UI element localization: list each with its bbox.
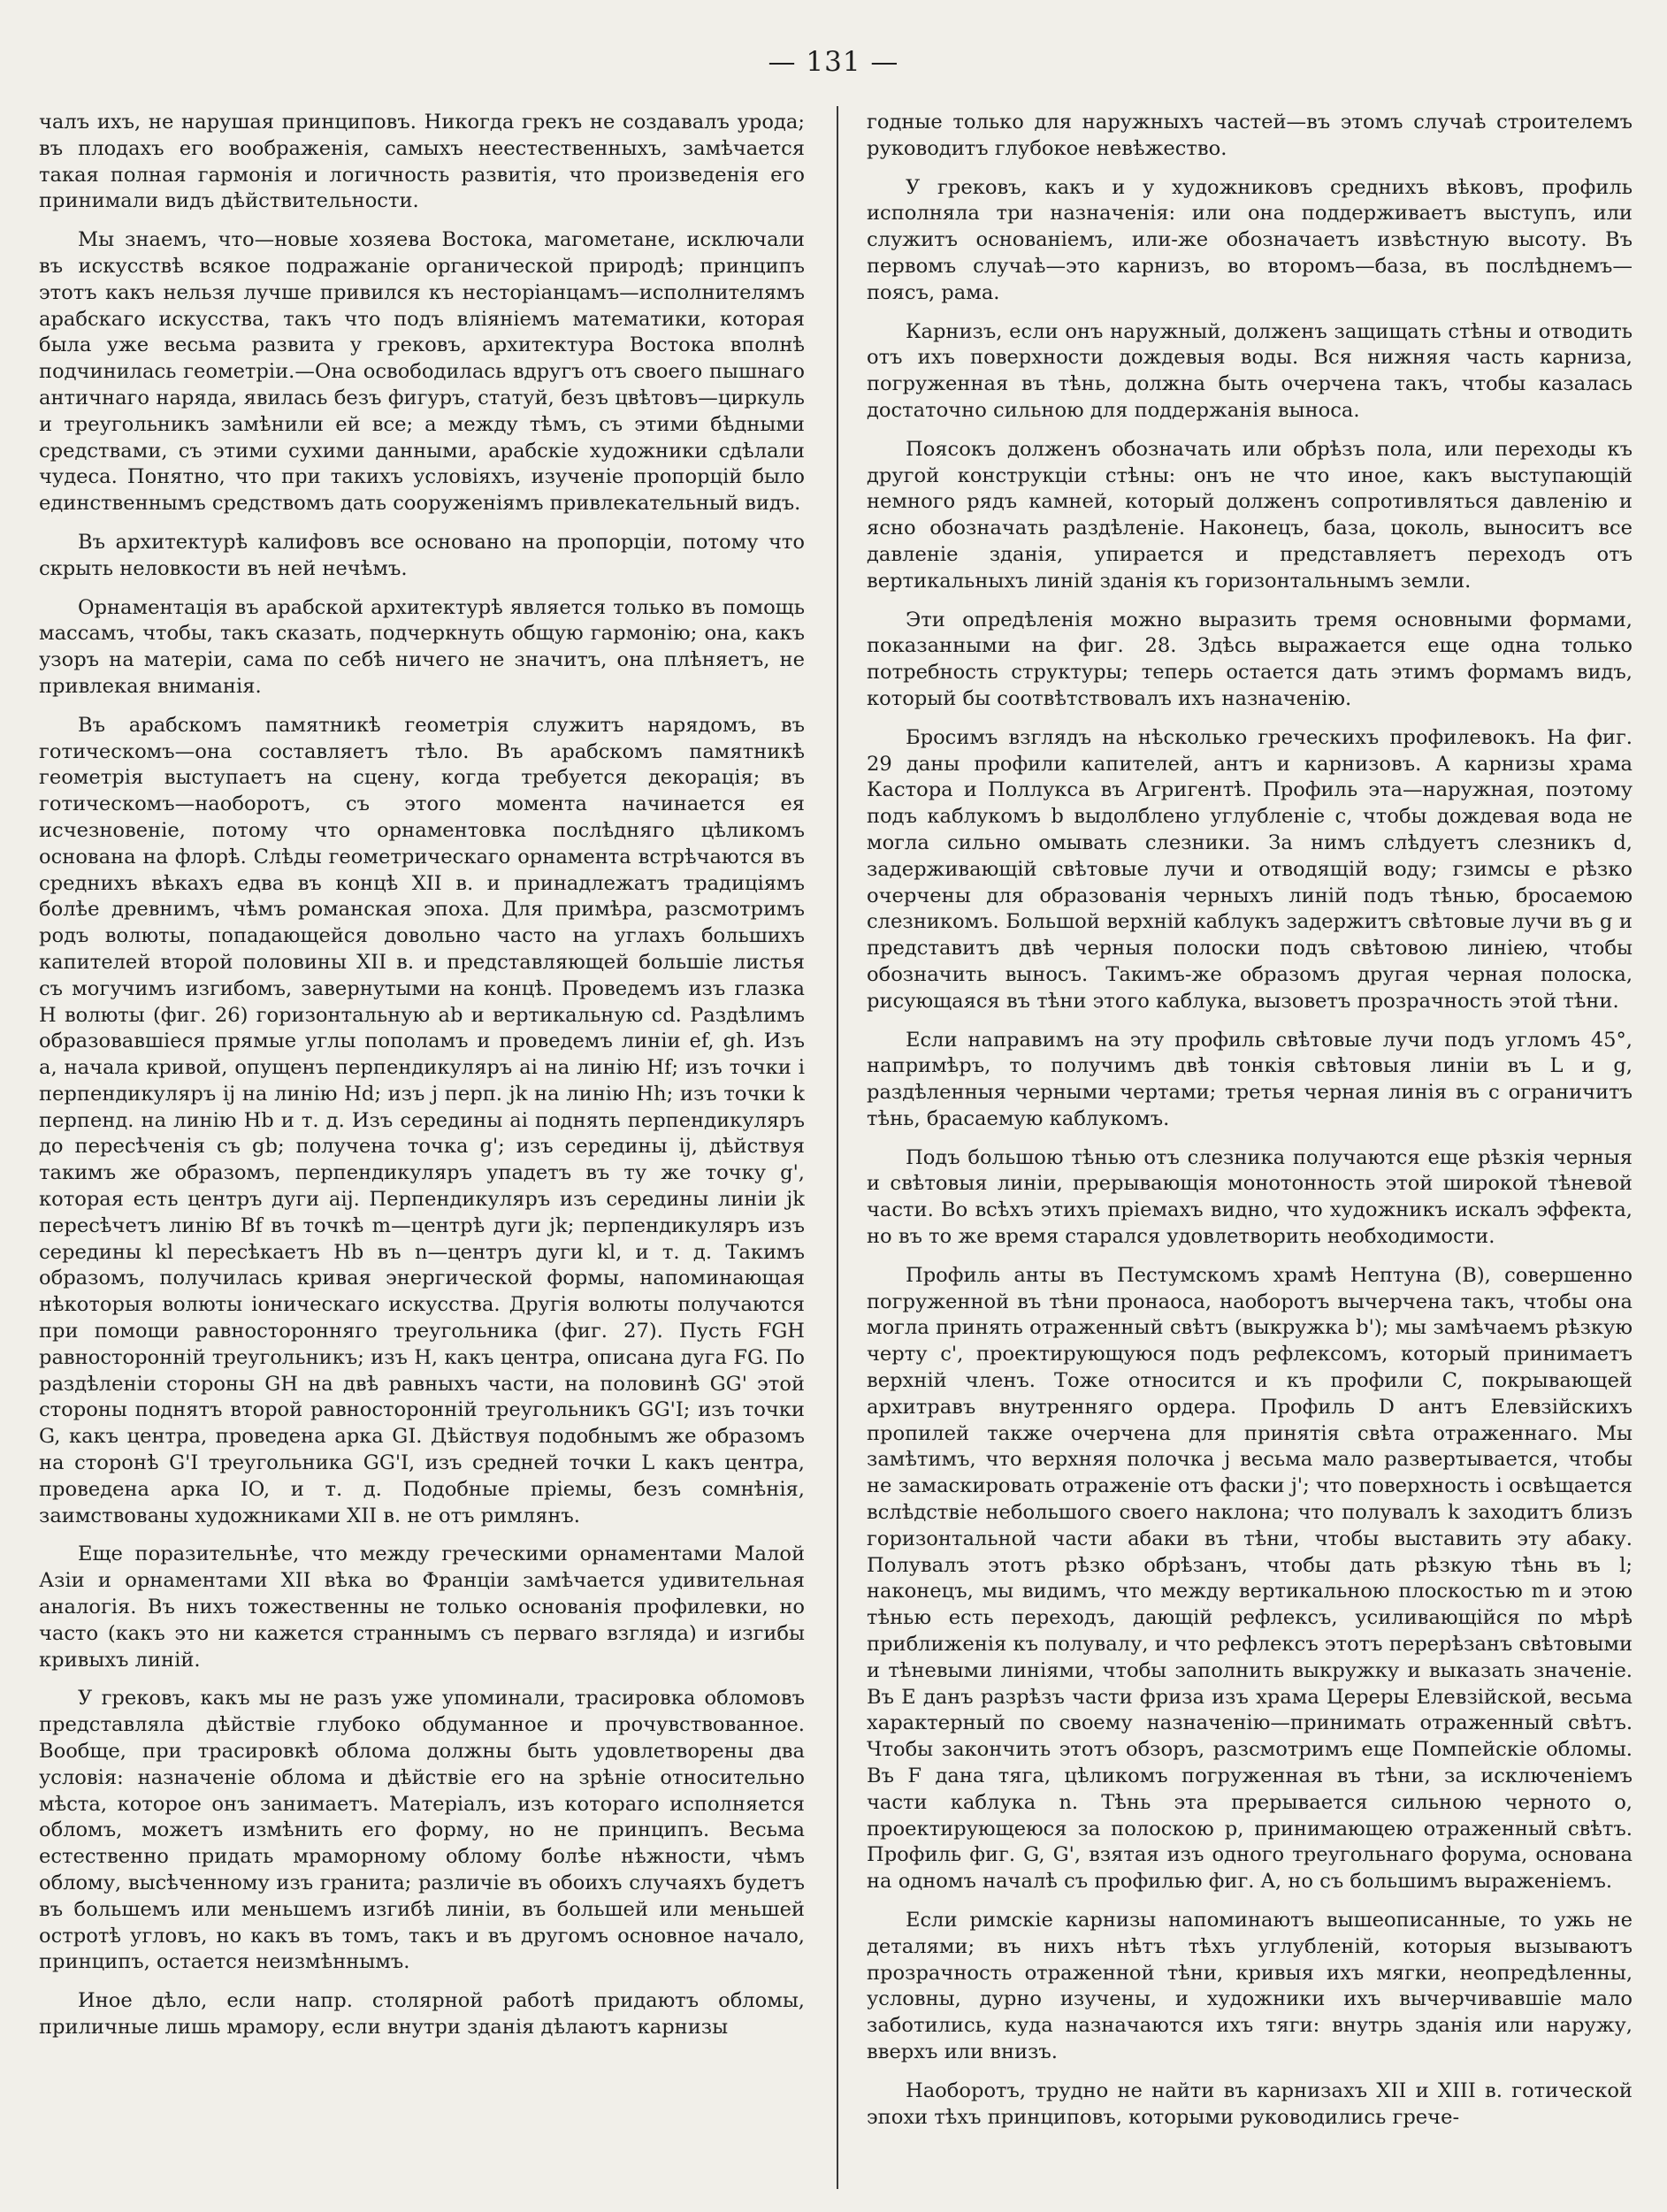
- paragraph: Еще поразительнѣе, что между греческими орнаментами Малой Азіи и орнаментами XII вѣка во Франціи замѣчается удивительная аналогія. Въ нихъ тожественны не только основанія профилевки, но часто (какъ это ни кажется страннымъ съ перваго взгляда) и изгибы кривыхъ линій.: [39, 1542, 805, 1672]
- paragraph: Поясокъ долженъ обозначать или обрѣзъ пола, или переходы къ другой конструкціи стѣны: онъ не что иное, какъ выступающій немного рядъ камней, который долженъ сопротивляться давленію и ясно обозначать раздѣленіе. Наконецъ, база, цоколь, выноситъ все давленіе зданія, упирается и представляетъ переходъ отъ вертикальныхъ линій зданія къ горизонтальнымъ земли.: [867, 437, 1633, 593]
- paragraph: Карнизъ, если онъ наружный, долженъ защищать стѣны и отводить отъ ихъ поверхности дождевыя воды. Вся нижняя часть карниза, погруженная въ тѣнь, должна быть очерчена такъ, чтобы казалась достаточно сильною для поддержанія выноса.: [867, 319, 1633, 422]
- paragraph: Въ архитектурѣ калифовъ все основано на пропорціи, потому что скрыть неловкости въ ней нечѣмъ.: [39, 530, 805, 580]
- paragraph: Въ арабскомъ памятникѣ геометрія служитъ нарядомъ, въ готическомъ—она составляетъ тѣло. Въ арабскомъ памятникѣ геометрія выступаетъ на сцену, когда требуется декорація; въ готическомъ—наоборотъ, съ этого момента начинается ея исчезновеніе, потому что орнаментовка послѣдняго цѣликомъ основана на флорѣ. Слѣды геометрическаго орнамента встрѣчаются въ среднихъ вѣкахъ едва въ концѣ XII в. и принадлежатъ традиціямъ болѣе древнимъ, чѣмъ романская эпоха. Для примѣра, разсмотримъ родъ волюты, попадающейся довольно часто на углахъ большихъ капителей второй половины XII в. и представляющей большіе листья съ могучимъ изгибомъ, завернутыми на концѣ. Проведемъ изъ глазка H волюты (фиг. 26) горизонтальную ab и вертикальную cd. Раздѣлимъ образовавшіеся прямые углы пополамъ и проведемъ линіи ef, gh. Изъ a, начала кривой, опущенъ перпендикуляръ ai на линію Hf; изъ точки i перпендикуляръ ij на линію Hd; изъ j перп. jk на линію Hh; изъ точки k перпенд. на линію Hb и т. д. Изъ середины ai поднять перпендикуляръ до пересѣченія съ gb; получена точка g'; изъ середины ij, дѣйствуя такимъ же образомъ, перпендикуляръ упадетъ въ ту же точку g', которая есть центръ дуги aij. Перпендикуляръ изъ середины линіи jk пересѣчетъ линію Bf въ точкѣ m—центрѣ дуги jk; перпендикуляръ изъ середины kl пересѣкаетъ Hb въ n—центръ дуги kl, и т. д. Такимъ образомъ, получилась кривая энергической формы, напоминающая нѣкоторыя волюты іоническаго искусства. Другія волюты получаются при помощи равносторонняго треугольника (фиг. 27). Пусть FGH равносторонній треугольникъ; изъ H, какъ центра, описана дуга FG. По раздѣленіи стороны GH на двѣ равныхъ части, на половинѣ GG' этой стороны поднятъ второй равносторонній треугольникъ GG'I; изъ точки G, какъ центра, проведена арка GI. Дѣйствуя подобнымъ же образомъ на сторонѣ G'I треугольника GG'I, изъ средней точки L какъ центра, проведена арка IO, и т. д. Подобные пріемы, безъ сомнѣнія, заимствованы художниками XII в. не отъ римлянъ.: [39, 713, 805, 1527]
- paragraph: Бросимъ взглядъ на нѣсколько греческихъ профилевокъ. На фиг. 29 даны профили капителей, антъ и карнизовъ. A карнизы храма Кастора и Поллукса въ Агригентѣ. Профиль эта—наружная, поэтому подъ каблукомъ b выдолблено углубленіе c, чтобы дождевая вода не могла сильно омывать слезники. За нимъ слѣдуетъ слезникъ d, задерживающій свѣтовые лучи и отводящій воду; гзимсы e рѣзко очерчены для образованія черныхъ линій подъ тѣнью, бросаемою слезникомъ. Большой верхній каблукъ задержитъ свѣтовые лучи въ g и представитъ двѣ черныя полоски подъ свѣтовою линіею, чтобы обозначить выносъ. Такимъ-же образомъ другая черная полоска, рисующаяся въ тѣни этого каблука, вызоветъ прозрачность этой тѣни.: [867, 725, 1633, 1013]
- paragraph: Эти опредѣленія можно выразить тремя основными формами, показанными на фиг. 28. Здѣсь выражается еще одна только потребность структуры; теперь остается дать этимъ формамъ видъ, который бы соотвѣтствовалъ ихъ назначенію.: [867, 608, 1633, 710]
- paragraph: Наоборотъ, трудно не найти въ карнизахъ XII и XIII в. готической эпохи тѣхъ принциповъ, которыми руководились грече-: [867, 2078, 1633, 2129]
- page-number: — 131 —: [768, 46, 899, 78]
- paragraph: Мы знаемъ, что—новые хозяева Востока, магометане, исключали въ искусствѣ всякое подражаніе органической природѣ; принципъ этотъ какъ нельзя лучше привился къ несторіанцамъ—исполнителямъ арабскаго искусства, такъ что подъ вліяніемъ математики, которая была уже весьма развита у грековъ, архитектура Востока вполнѣ подчинилась геометріи.—Она освободилась вдругъ отъ своего пышнаго античнаго наряда, явилась безъ фигуръ, статуй, безъ цвѣтовъ—циркуль и треугольникъ замѣнили ей все; а между тѣмъ, съ этими бѣдными средствами, съ этими сухими данными, арабскіе художники сдѣлали чудеса. Понятно, что при такихъ условіяхъ, изученіе пропорцій было единственнымъ средствомъ дать сооруженіямъ привлекательный видъ.: [39, 228, 805, 516]
- paragraph: Если римскіе карнизы напоминаютъ вышеописанные, то ужь не деталями; въ нихъ нѣтъ тѣхъ углубленій, которыя вызываютъ прозрачность отраженной тѣни, кривыя ихъ мягки, неопредѣленны, условны, дурно изучены, и художники ихъ вычерчивавшіе мало заботились, куда назначаются ихъ тяги: внутрь зданія или наружу, вверхъ или внизъ.: [867, 1909, 1633, 2063]
- paragraph: Орнаментація въ арабской архитектурѣ является только въ помощь массамъ, чтобы, такъ сказать, подчеркнуть общую гармонію; она, какъ узоръ на матеріи, сама по себѣ ничего не значитъ, она плѣняетъ, не привлекая вниманія.: [39, 595, 805, 698]
- paragraph: Если направимъ на эту профиль свѣтовые лучи подъ угломъ 45°, напримѣръ, то получимъ двѣ тонкія свѣтовыя линіи въ L и g, раздѣленныя черными чертами; третья черная линія въ c ограничитъ тѣнь, брасаемую каблукомъ.: [867, 1028, 1633, 1130]
- paragraph: Иное дѣло, если напр. столярной работѣ придаютъ обломы, приличные лишь мрамору, если внутри зданія дѣлаютъ карнизы: [39, 1989, 805, 2039]
- paragraph: Профиль анты въ Пестумскомъ храмѣ Нептуна (B), совершенно погруженной въ тѣни пронаоса, наоборотъ вычерчена такъ, чтобы она могла принять отраженный свѣтъ (выкружка b'); мы замѣчаемъ рѣзкую черту c', проектирующуюся подъ рефлексомъ, который принимаетъ верхній членъ. Тоже относится и къ профили C, покрывающей архитравъ внутренняго ордера. Профиль D антъ Елевзійскихъ пропилей также очерчена для принятія свѣта отраженнаго. Мы замѣтимъ, что верхняя полочка j весьма мало развертывается, чтобы не замаскировать отраженіе отъ фаски j'; что поверхность i освѣщается вслѣдствіе небольшого своего наклона; что полувалъ k заходитъ близъ горизонтальной части абаки въ тѣни, чтобы выставить эту абаку. Полувалъ этотъ рѣзко обрѣзанъ, чтобы дать рѣзкую тѣнь въ l; наконецъ, мы видимъ, что между вертикальною плоскостью m и этою тѣнью есть переходъ, дающій рефлексъ, усиливающійся по мѣрѣ приближенія къ полувалу, и что рефлексъ этотъ перерѣзанъ свѣтовыми и тѣневыми линіями, чтобы заполнить выкружку и выказать значеніе. Въ E данъ разрѣзъ части фриза изъ храма Цереры Елевзійской, весьма характерный по своему назначенію—принимать отраженный свѣтъ. Чтобы закончить этотъ обзоръ, разсмотримъ еще Помпейскіе обломы. Въ F дана тяга, цѣликомъ погруженная въ тѣни, за исключеніемъ части каблука n. Тѣнь эта прерывается сильною черното o, проектирующеюся за полоскою p, принимающею отраженный свѣтъ. Профиль фиг. G, G', взятая изъ одного треугольнаго форума, основана на одномъ началѣ съ профилью фиг. A, но съ большимъ выраженіемъ.: [867, 1263, 1633, 1894]
- paragraph: чалъ ихъ, не нарушая принциповъ. Никогда грекъ не создавалъ урода; въ плодахъ его воображенія, самыхъ неестественныхъ, замѣчается такая полная гармонія и логичность развитія, что произведенія его принимали видъ дѣйствительности.: [39, 111, 805, 213]
- paragraph: Подъ большою тѣнью отъ слезника получаются еще рѣзкія черныя и свѣтовыя линіи, прерывающія монотонность этой широкой тѣневой части. Во всѣхъ этихъ пріемахъ видно, что художникъ искалъ эффекта, но въ то же время старался удовлетворить необходимости.: [867, 1145, 1633, 1249]
- right-column: [867, 110, 1633, 2193]
- paragraph: У грековъ, какъ мы не разъ уже упоминали, трасировка обломовъ представляла дѣйствіе глубоко обдуманное и прочувствованное. Вообще, при трасировкѣ облома должны быть удовлетворены два условія: назначеніе облома и дѣйствіе его на зрѣніе относительно мѣста, которое онъ занимаетъ. Матеріалъ, изъ котораго исполняется обломъ, можетъ измѣнить его форму, но не принципъ. Весьма естественно придать мраморному облому болѣе нѣжности, чѣмъ облому, высѣченному изъ гранита; различіе въ обоихъ случаяхъ будетъ въ большемъ или меньшемъ изгибѣ линіи, въ большей или меньшей остротѣ угловъ, но какъ въ томъ, такъ и въ другомъ основное начало, принципъ, остается неизмѣннымъ.: [39, 1687, 805, 1974]
- left-column: [39, 110, 805, 2193]
- column-divider: [837, 106, 838, 2189]
- paragraph: годные только для наружныхъ частей—въ этомъ случаѣ строителемъ руководитъ глубокое невѣжество.: [867, 111, 1633, 160]
- paragraph: У грековъ, какъ и у художниковъ среднихъ вѣковъ, профиль исполняла три назначенія: или она поддерживаетъ выступъ, или служитъ основаніемъ, или-же обозначаетъ извѣстную высоту. Въ первомъ случаѣ—это карнизъ, во второмъ—база, въ послѣднемъ—поясъ, рама.: [867, 175, 1633, 304]
